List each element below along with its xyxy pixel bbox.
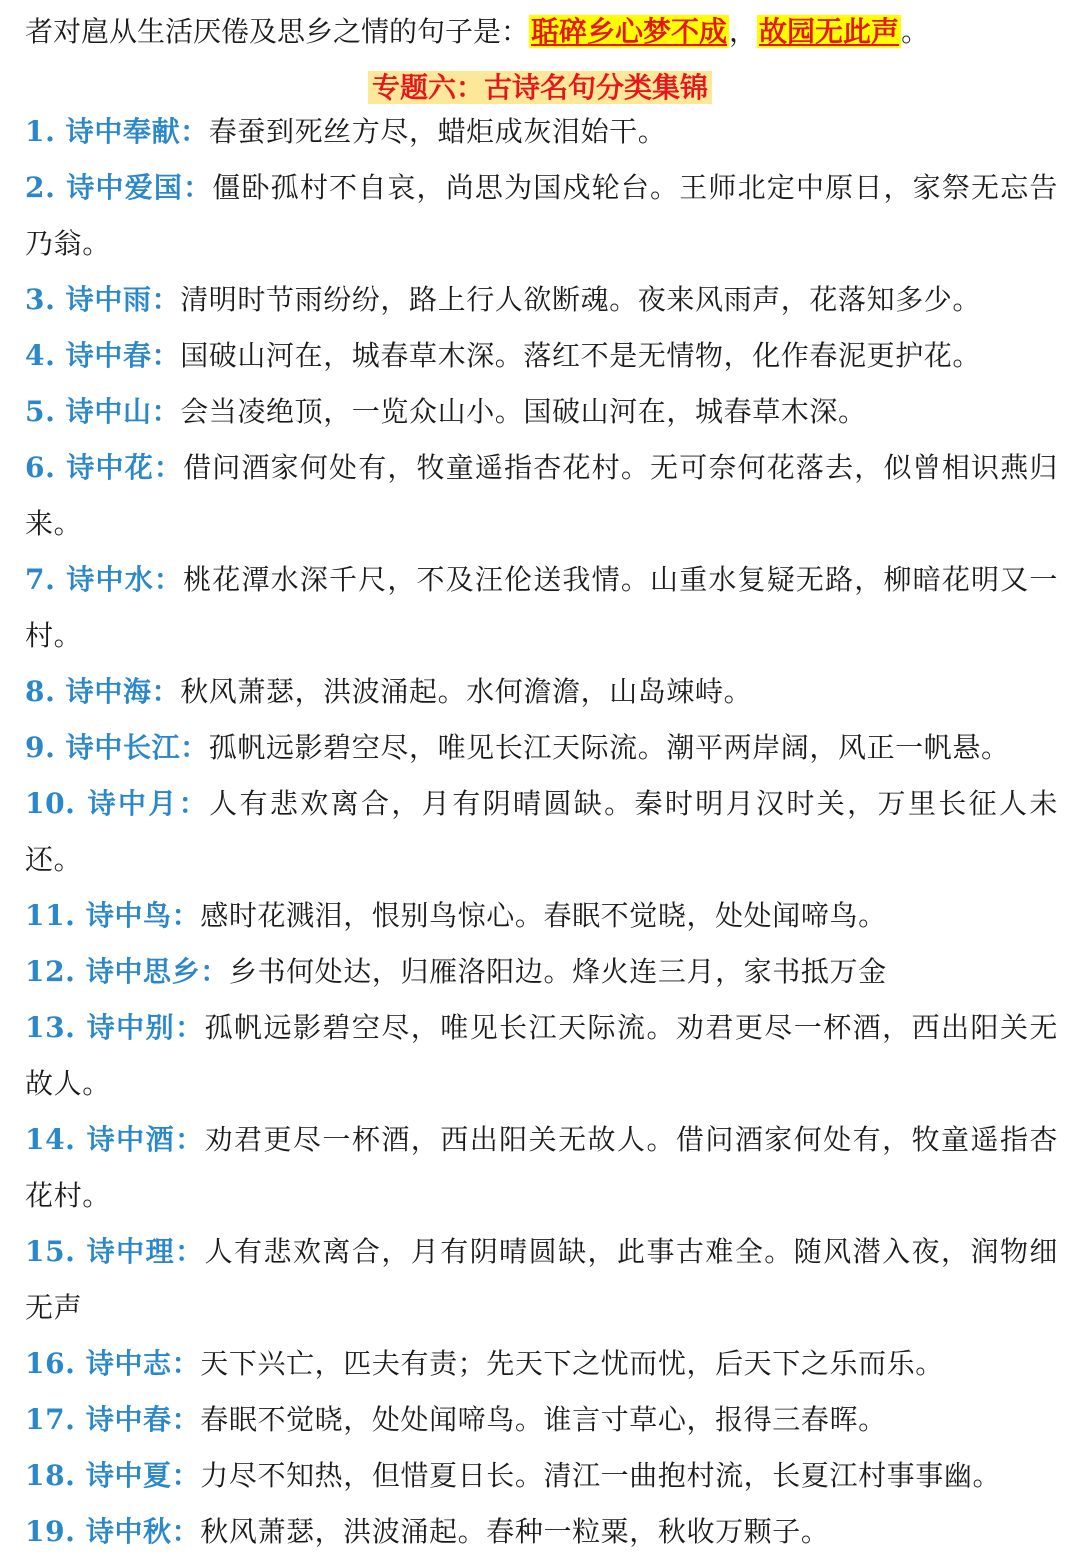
item-label: 13. 诗中别： xyxy=(25,1011,205,1044)
list-item xyxy=(25,1112,1058,1224)
item-text: 桃花潭水深千尺，不及汪伦送我情。山重水复疑无路，柳暗花明又一村。 xyxy=(25,563,1058,652)
intro-end: 。 xyxy=(901,15,930,48)
item-text: 人有悲欢离合，月有阴晴圆缺，此事古难全。随风潜入夜，润物细无声 xyxy=(25,1235,1059,1324)
list-item xyxy=(25,384,1058,440)
highlight-quote-2: 故园无此声 xyxy=(759,15,900,48)
item-text: 秋风萧瑟，洪波涌起。春种一粒粟，秋收万颗子。 xyxy=(200,1515,830,1548)
item-label: 12. 诗中思乡： xyxy=(25,955,229,988)
item-text: 国破山河在，城春草木深。落红不是无情物，化作春泥更护花。 xyxy=(180,339,981,372)
item-label: 16. 诗中志： xyxy=(25,1347,201,1380)
list-item xyxy=(25,552,1058,664)
item-label: 7. 诗中水： xyxy=(25,563,184,596)
item-label: 15. 诗中理： xyxy=(25,1235,205,1268)
item-text: 春蚕到死丝方尽，蜡炬成灰泪始干。 xyxy=(208,115,667,148)
list-item xyxy=(25,1504,1058,1560)
intro-text: 者对扈从生活厌倦及思乡之情的句子是： xyxy=(25,15,530,48)
item-text: 借问酒家何处有，牧童遥指杏花村。无可奈何花落去，似曾相识燕归来。 xyxy=(25,451,1058,540)
item-text: 春眠不觉晓，处处闻啼鸟。谁言寸草心，报得三春晖。 xyxy=(200,1403,887,1436)
item-label: 19. 诗中秋： xyxy=(25,1515,201,1548)
intro-line xyxy=(25,10,1060,54)
highlight-quote-1: 聒碎乡心梦不成 xyxy=(531,15,728,48)
item-label: 14. 诗中酒： xyxy=(25,1123,205,1156)
item-text: 乡书何处达，归雁洛阳边。烽火连三月，家书抵万金 xyxy=(228,955,887,988)
item-label: 1. 诗中奉献： xyxy=(25,115,209,148)
item-label: 11. 诗中鸟： xyxy=(25,899,201,932)
section-heading-text: 专题六：古诗名句分类集锦 xyxy=(368,71,712,104)
item-label: 9. 诗中长江： xyxy=(25,731,209,764)
list-item xyxy=(25,440,1058,552)
item-text: 清明时节雨纷纷，路上行人欲断魂。夜来风雨声，花落知多少。 xyxy=(180,283,981,316)
item-label: 18. 诗中夏： xyxy=(25,1459,201,1492)
item-text: 力尽不知热，但惜夏日长。清江一曲抱村流，长夏江村事事幽。 xyxy=(200,1459,1002,1492)
list-item xyxy=(25,888,1058,944)
item-label: 2. 诗中爱国： xyxy=(25,171,213,204)
list-item xyxy=(25,272,1058,328)
list-item xyxy=(25,944,1058,1000)
list-item xyxy=(25,1000,1058,1112)
item-text: 孤帆远影碧空尽，唯见长江天际流。劝君更尽一杯酒，西出阳关无故人。 xyxy=(25,1011,1059,1100)
list-item xyxy=(25,328,1058,384)
item-label: 17. 诗中春： xyxy=(25,1403,201,1436)
item-label: 6. 诗中花： xyxy=(25,451,184,484)
item-text: 僵卧孤村不自哀，尚思为国戍轮台。王师北定中原日，家祭无忘告乃翁。 xyxy=(25,171,1059,260)
list-item xyxy=(25,720,1058,776)
intro-separator: ， xyxy=(729,15,758,48)
item-label: 10. 诗中月： xyxy=(25,787,210,820)
list-item xyxy=(25,1336,1058,1392)
item-text: 人有悲欢离合，月有阴晴圆缺。秦时明月汉时关，万里长征人未还。 xyxy=(25,787,1058,876)
poem-category-list xyxy=(25,104,1058,1560)
item-text: 会当凌绝顶，一览众山小。国破山河在，城春草木深。 xyxy=(180,395,867,428)
list-item xyxy=(25,776,1058,888)
list-item xyxy=(25,104,1058,160)
item-text: 孤帆远影碧空尽，唯见长江天际流。潮平两岸阔，风正一帆悬。 xyxy=(208,731,1010,764)
list-item xyxy=(25,1392,1058,1448)
item-label: 8. 诗中海： xyxy=(25,675,181,708)
item-label: 3. 诗中雨： xyxy=(25,283,181,316)
list-item xyxy=(25,160,1058,272)
item-text: 天下兴亡，匹夫有责；先天下之忧而忧，后天下之乐而乐。 xyxy=(200,1347,944,1380)
list-item xyxy=(25,664,1058,720)
item-label: 4. 诗中春： xyxy=(25,339,181,372)
item-text: 感时花溅泪，恨别鸟惊心。春眠不觉晓，处处闻啼鸟。 xyxy=(200,899,887,932)
item-text: 秋风萧瑟，洪波涌起。水何澹澹，山岛竦峙。 xyxy=(180,675,753,708)
list-item xyxy=(25,1224,1058,1336)
item-text: 劝君更尽一杯酒，西出阳关无故人。借问酒家何处有，牧童遥指杏花村。 xyxy=(25,1123,1059,1212)
item-label: 5. 诗中山： xyxy=(25,395,181,428)
list-item xyxy=(25,1448,1058,1504)
